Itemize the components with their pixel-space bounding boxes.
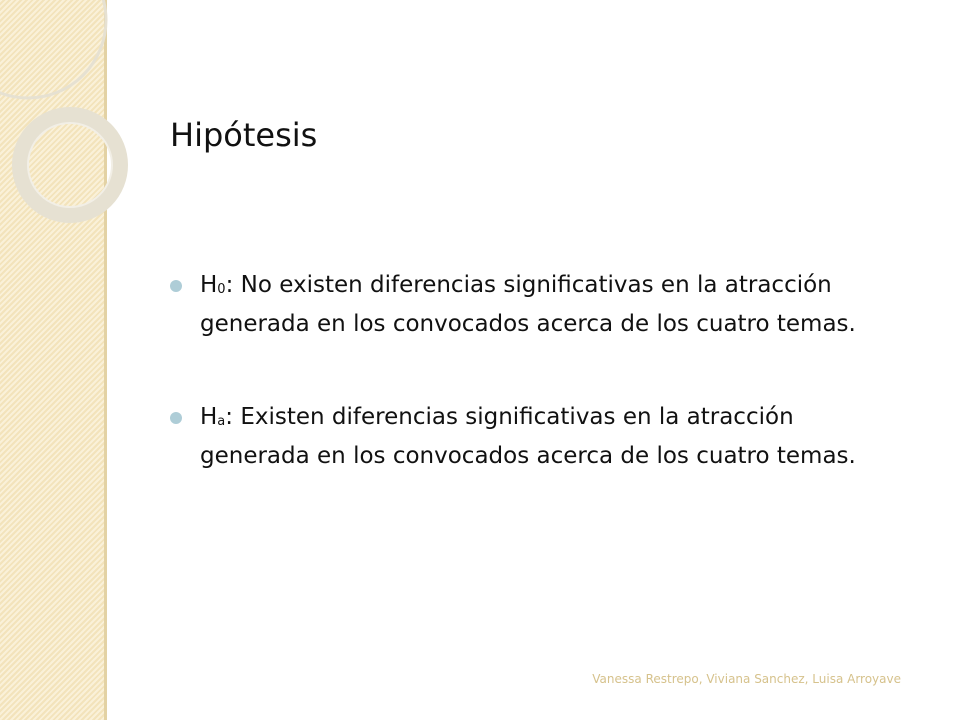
- hypothesis-null: [170, 268, 900, 342]
- hypothesis-subscript: a: [217, 414, 226, 429]
- decorative-rings: [0, 0, 140, 260]
- decorative-ring-small-inner: [28, 123, 112, 207]
- bullet-icon: [170, 280, 182, 292]
- hypothesis-subscript: 0: [217, 282, 226, 297]
- hypothesis-symbol: H: [200, 272, 218, 298]
- bullet-icon: [170, 412, 182, 424]
- decorative-ring-large: [0, 0, 106, 98]
- hypothesis-text: : Existen diferencias significativas en la atracción generada en los convocados acerca de los cuatro temas.: [200, 404, 856, 469]
- hypothesis-text: : No existen diferencias significativas en la atracción generada en los convocados acerca de los cuatro temas.: [200, 272, 856, 337]
- decorative-ring-small: [20, 115, 120, 215]
- hypothesis-list: [170, 268, 900, 532]
- hypothesis-alternative: [170, 400, 900, 474]
- footer-authors: Vanessa Restrepo, Viviana Sanchez, Luisa Arroyave: [592, 672, 901, 686]
- slide-title: Hipótesis: [170, 116, 318, 155]
- hypothesis-symbol: H: [200, 404, 218, 430]
